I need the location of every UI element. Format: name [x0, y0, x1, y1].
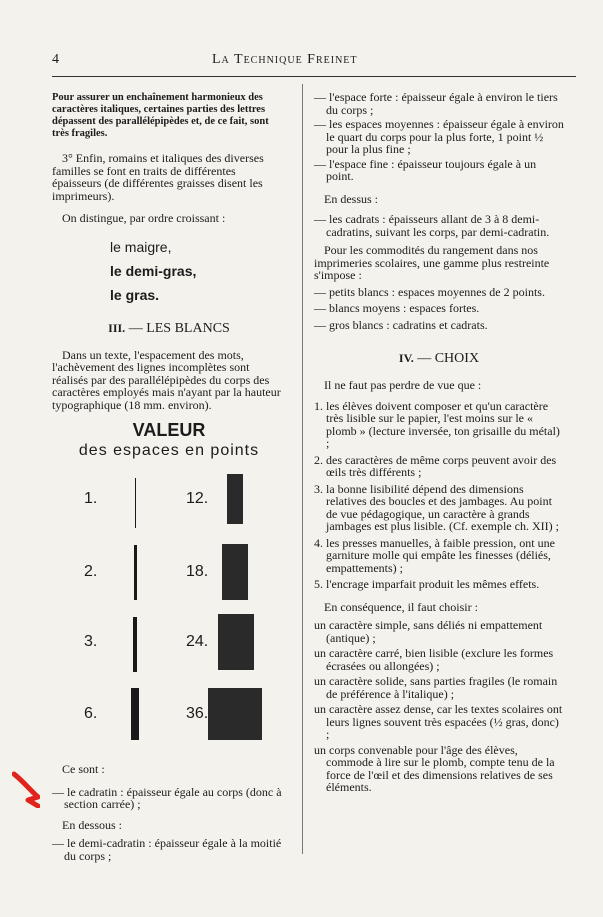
blancs-paragraph: Dans un texte, l'espacement des mots, l'achèvement des lignes incomplètes sont réalisés par des parallélépipèdes du corps des caractères employés mais n'ayant par la hauteur typographique (18 mm. environ).	[52, 347, 281, 412]
consequence-line: En conséquence, il faut choisir :	[324, 599, 478, 614]
space-block-18	[222, 544, 248, 600]
space-value-1: 1.	[84, 490, 98, 507]
space-value-3: 3.	[84, 633, 98, 650]
section-3-number: III.	[108, 320, 126, 335]
space-block-36	[208, 688, 262, 740]
perdre-line: Il ne faut pas perdre de vue que :	[324, 378, 482, 392]
petits-blancs-item: — petits blancs : espaces moyennes de 2 points.	[314, 284, 545, 299]
gros-blancs-item: — gros blancs : cadratins et cadrats.	[314, 317, 488, 332]
space-value-2: 2.	[84, 563, 98, 580]
choice-4: un caractère assez dense, car les textes scolaires ont leurs lignes souvent très espacées (½ gras, donc) ;	[314, 702, 563, 741]
choice-3: un caractère solide, sans parties fragiles (le romain de préférence à l'italique) ;	[314, 674, 558, 701]
section-4-title: — CHOIX	[417, 351, 480, 366]
weights-list	[52, 235, 286, 307]
weight-light: le maigre,	[110, 238, 172, 255]
red-arrow-icon	[12, 770, 40, 808]
choice-1: un caractère simple, sans déliés ni empattement (antique) ;	[314, 618, 543, 645]
space-bar-6	[131, 688, 139, 740]
point-5: 5. l'encrage imparfait produit les mêmes effets.	[314, 577, 540, 591]
en-dessous-line: En dessous :	[62, 817, 122, 832]
weight-bold: le gras.	[110, 286, 160, 303]
point-1: 1. les élèves doivent composer et qu'un caractère très lisible sur le papier, l'est moins sur le « plomb » (lecture inversée, ton grisaille du métal) ;	[314, 398, 560, 450]
header-rule	[52, 76, 576, 77]
point-2: 2. des caractères de même corps peuvent avoir des œils très différents ;	[314, 452, 557, 479]
left-column-bottom	[52, 763, 286, 862]
intro-paragraph: Pour assurer un enchaînement harmonieux des caractères italiques, certaines parties des lettres dépassent des parallélépipèdes et, de ce fait, sont très fragiles.	[52, 92, 269, 139]
space-value-36: 36.	[186, 705, 209, 722]
weight-semibold: le demi-gras,	[110, 262, 197, 279]
commodites-paragraph: Pour les commodités du rangement dans nos imprimeries scolaires, une gamme plus restreinte s'impose :	[314, 243, 550, 282]
espaces-moyennes-item: — les espaces moyennes : épaisseur égale à environ le quart du corps pour la plus forte, 1 point ½ pour la plus fine ;	[314, 117, 564, 156]
ce-sont-line: Ce sont :	[62, 762, 105, 776]
space-value-6: 6.	[84, 705, 98, 722]
column-divider	[302, 84, 303, 854]
paragraph-3: 3° Enfin, romains et italiques des diverses familles se font en traits de différentes épaisseurs (de différentes graisses disent les imprimeurs).	[52, 151, 264, 203]
choice-2: un caractère carré, bien lisible (exclure les formes écrasées ou allongées) ;	[314, 646, 554, 673]
cadrats-item: — les cadrats : épaisseurs allant de 3 à 8 demi-cadratins, suivant les corps, par demi-cadratin.	[314, 212, 550, 239]
blancs-moyens-item: — blancs moyens : espaces fortes.	[314, 301, 480, 315]
page-number: 4	[52, 52, 59, 67]
space-value-24: 24.	[186, 633, 209, 650]
space-bar-3	[133, 617, 137, 672]
space-block-12	[227, 474, 243, 524]
space-value-12: 12.	[186, 490, 209, 507]
demi-cadratin-item: — le demi-cadratin : épaisseur égale à la moitié du corps ;	[52, 836, 282, 863]
espace-fine-item: — l'espace fine : épaisseur toujours égale à un point.	[314, 156, 537, 183]
cadratin-item: — le cadratin : épaisseur égale au corps (donc à section carrée) ;	[52, 784, 282, 811]
space-value-18: 18.	[186, 563, 209, 580]
space-bar-2	[134, 545, 137, 600]
right-column	[314, 91, 564, 794]
running-title: La Technique Freinet	[212, 52, 358, 67]
valeur-subtitle: des espaces en points	[78, 442, 260, 459]
espace-forte-item: — l'espace forte : épaisseur égale à environ le tiers du corps ;	[314, 90, 558, 117]
choice-5: un corps convenable pour l'âge des élèves, commode à lire sur le plomb, compte tenu de la force de l'œil et des dimensions relatives de ses éléments.	[314, 742, 555, 794]
point-4: 4. les presses manuelles, à faible pression, ont une garniture molle qui empâte les finesses (déliés, empattements) ;	[314, 535, 555, 575]
space-bar-1	[135, 478, 136, 528]
space-block-24	[218, 614, 254, 670]
valeur-title: VALEUR	[132, 420, 206, 440]
distinguish-line: On distingue, par ordre croissant :	[62, 211, 226, 225]
section-4-number: IV.	[398, 351, 414, 365]
section-3-heading	[52, 321, 286, 337]
section-4-heading	[314, 351, 564, 367]
en-dessus-line: En dessus :	[324, 191, 378, 206]
section-3-title: — LES BLANCS	[128, 320, 230, 336]
point-3: 3. la bonne lisibilité dépend des dimensions relatives des boucles et des jambages. Au point de vue pédagogique, un caractère à grands jambages est plus lisible. (Cf. exemple ch. XII) ;	[314, 481, 559, 533]
page-header	[0, 52, 603, 76]
left-column	[52, 92, 286, 411]
